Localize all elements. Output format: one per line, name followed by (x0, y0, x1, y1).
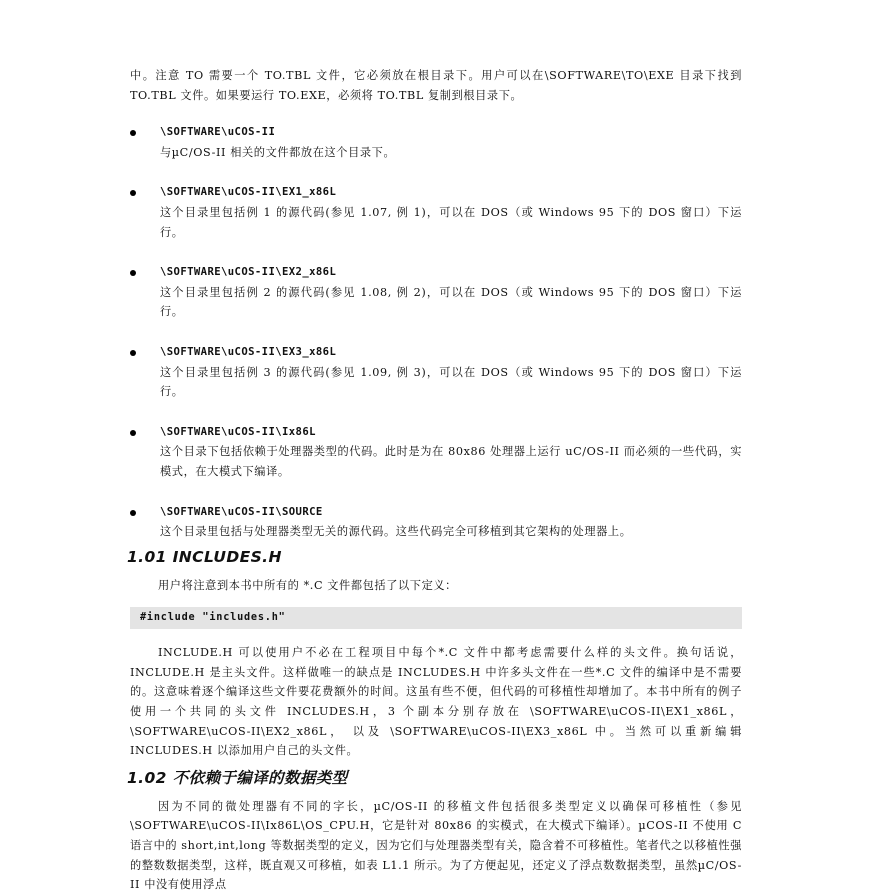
list-item (130, 263, 742, 322)
directory-path: \SOFTWARE\uCOS-II\Ix86L (160, 425, 316, 438)
bullet-icon (130, 270, 136, 276)
intro-paragraph: 中。注意 TO 需要一个 TO.TBL 文件，它必须放在根目录下。用户可以在\SOFTWARE\TO\EXE 目录下找到 TO.TBL 文件。如果要运行 TO.EXE，必须将 TO.TBL 复制到根目录下。 (130, 69, 742, 102)
directory-description: 这个目录里包括例 3 的源代码(参见 1.09, 例 3)，可以在 DOS（或 Windows 95 下的 DOS 窗口）下运行。 (160, 365, 742, 399)
document-page (127, 66, 742, 895)
bullet-icon (130, 190, 136, 196)
directory-description: 这个目录里包括与处理器类型无关的源代码。这些代码完全可移植到其它架构的处理器上。 (160, 525, 632, 539)
list-item (130, 503, 742, 542)
directory-path: \SOFTWARE\uCOS-II\EX3_x86L (160, 345, 337, 358)
list-item (130, 423, 742, 482)
bullet-icon (130, 430, 136, 436)
list-item (130, 183, 742, 242)
list-item (130, 343, 742, 402)
directory-description: 与µC/OS-II 相关的文件都放在这个目录下。 (160, 145, 396, 159)
directory-description: 这个目录里包括例 2 的源代码(参见 1.08, 例 2)，可以在 DOS（或 Windows 95 下的 DOS 窗口）下运行。 (160, 285, 742, 319)
section-heading-data-types: 1.02 不依赖于编译的数据类型 (127, 768, 348, 787)
directory-path: \SOFTWARE\uCOS-II\SOURCE (160, 505, 323, 518)
data-types-body-paragraph: 因为不同的微处理器有不同的字长，µC/OS-II 的移植文件包括很多类型定义以确保可移植性（参见\SOFTWARE\uCOS-II\Ix86L\OS_CPU.H，它是针对 80x86 的实模式，在大模式下编译）。µCOS-II 不使用 C 语言中的 short,int,long 等数据类型的定义，因为它们与处理器类型有关，隐含着不可移植性。笔者代之以移植性强的整数数据类型，这样，既直观又可移植，如表 L1.1 所示。为了方便起见，还定义了浮点数数据类型，虽然µC/OS-II 中没有使用浮点 (130, 799, 742, 892)
code-block: #include "includes.h" (130, 607, 742, 629)
includes-lead-paragraph: 用户将注意到本书中所有的 *.C 文件都包括了以下定义： (158, 578, 457, 592)
directory-path: \SOFTWARE\uCOS-II\EX2_x86L (160, 266, 337, 279)
section-heading-includes: 1.01 INCLUDES.H (127, 547, 282, 566)
directory-list (130, 123, 742, 542)
directory-description: 这个目录里包括例 1 的源代码(参见 1.07, 例 1)，可以在 DOS（或 Windows 95 下的 DOS 窗口）下运行。 (160, 205, 742, 239)
bullet-icon (130, 510, 136, 516)
directory-description: 这个目录下包括依赖于处理器类型的代码。此时是为在 80x86 处理器上运行 uC/OS-II 而必须的一些代码，实模式，在大模式下编译。 (160, 445, 742, 478)
list-item (130, 123, 742, 162)
bullet-icon (130, 130, 136, 136)
directory-path: \SOFTWARE\uCOS-II (160, 126, 276, 139)
bullet-icon (130, 350, 136, 356)
includes-body-paragraph: INCLUDE.H 可以使用户不必在工程项目中每个*.C 文件中都考虑需要什么样的头文件。换句话说，INCLUDE.H 是主头文件。这样做唯一的缺点是 INCLUDES.H 中许多头文件在一些*.C 文件的编译中是不需要的。这意味着逐个编译这些文件要花费额外的时间。这虽有些不便，但代码的可移植性却增加了。本书中所有的例子使用一个共同的头文件 INCLUDES.H，3 个副本分别存放在 \SOFTWARE\uCOS-II\EX1_x86L， \SOFTWARE\uCOS-II\EX2_x86L， 以及 \SOFTWARE\uCOS-II\EX3_x86L 中。当然可以重新编辑 INCLUDES.H 以添加用户自己的头文件。 (130, 646, 742, 758)
directory-path: \SOFTWARE\uCOS-II\EX1_x86L (160, 186, 337, 199)
